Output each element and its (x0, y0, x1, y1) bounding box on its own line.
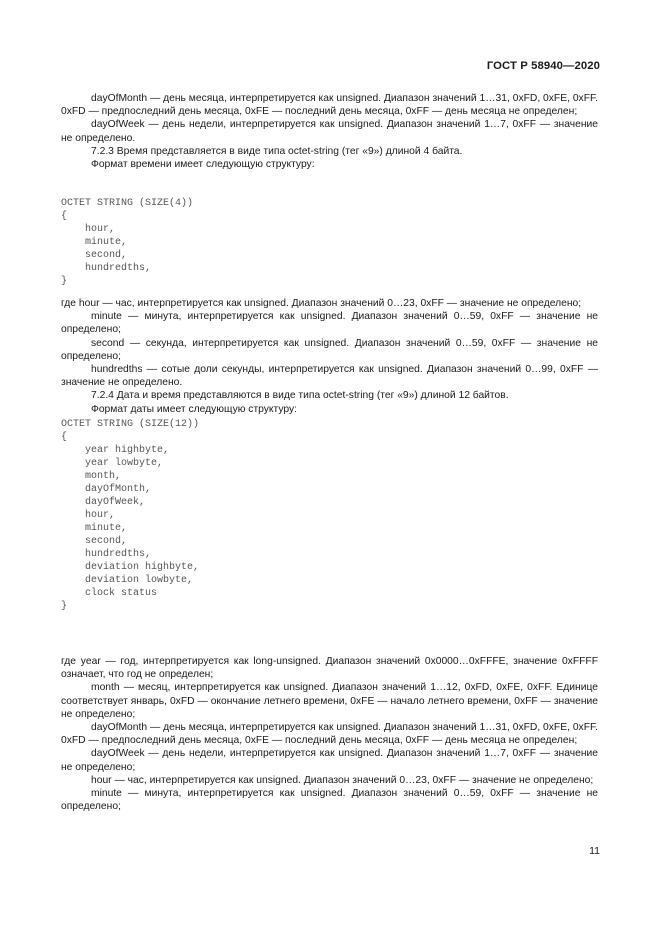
code-block-time-structure: OCTET STRING (SIZE(4)) { hour, minute, second, hundredths, } (61, 198, 194, 287)
text-block-datetime-fields (61, 655, 598, 813)
paragraph-time-format-intro: Формат времени имеет следующую структуру: (91, 159, 315, 171)
code-block-datetime-structure: OCTET STRING (SIZE(12)) { year highbyte, year lowbyte, month, dayOfMonth, dayOfWeek, hour, minute, second, hundredths, deviation highbyte, deviation lowbyte, clock status } (61, 419, 200, 612)
paragraph-hundredths: hundredths — сотые доли секунды, интерпретируется как unsigned. Диапазон значений 0…99, 0xFF — значение не определено. (61, 364, 598, 389)
paragraph-dayofweek-2: dayOfWeek — день недели, интерпретируется как unsigned. Диапазон значений 1…7, 0xFF — значение не определено; (61, 748, 598, 773)
paragraph-hour: где hour — час, интерпретируется как unsigned. Диапазон значений 0…23, 0xFF — значение не определено; (61, 298, 582, 309)
document-header: ГОСТ Р 58940—2020 (486, 60, 600, 72)
paragraph-dayofmonth-2: dayOfMonth — день месяца, интерпретируется как unsigned. Диапазон значений 1…31, 0xFD, 0xFE, 0xFF. 0xFD — предпоследний день месяца, 0xFE — последний день месяца, 0xFF — день месяца не определен; (61, 722, 598, 747)
paragraph-minute-2: minute — минута, интерпретируется как unsigned. Диапазон значений 0…59, 0xFF — значение не определено; (61, 788, 598, 813)
text-block-day-fields (61, 92, 598, 171)
paragraph-month: month — месяц, интерпретируется как unsigned. Диапазон значений 1…12, 0xFD, 0xFE, 0xFF. Единице соответствует январь, 0xFD — окончание летнего времени, 0xFE — начало летнего времени, 0xFF — значение не определено; (61, 682, 598, 720)
paragraph-hour-2: hour — час, интерпретируется как unsigned. Диапазон значений 0…23, 0xFF — значение не определено; (91, 774, 594, 786)
paragraph-minute: minute — минута, интерпретируется как unsigned. Диапазон значений 0…59, 0xFF — значение не определено; (61, 311, 598, 336)
text-block-time-fields (61, 297, 598, 416)
paragraph-section-7-2-3: 7.2.3 Время представляется в виде типа octet-string (тег «9») длиной 4 байта. (91, 145, 463, 157)
paragraph-dayofweek: dayOfWeek — день недели, интерпретируется как unsigned. Диапазон значений 1…7, 0xFF — значение не определено. (61, 119, 598, 144)
page-number: 11 (589, 845, 600, 857)
paragraph-second: second — секунда, интерпретируется как unsigned. Диапазон значений 0…59, 0xFF — значение не определено; (61, 337, 598, 362)
paragraph-date-format-intro: Формат даты имеет следующую структуру: (91, 403, 298, 415)
paragraph-dayofmonth: dayOfMonth — день месяца, интерпретируется как unsigned. Диапазон значений 1…31, 0xFD, 0xFE, 0xFF. 0xFD — предпоследний день месяца, 0xFE — последний день месяца, 0xFF — день месяца не определен; (61, 93, 598, 118)
paragraph-year: где year — год, интерпретируется как long-unsigned. Диапазон значений 0x0000…0xFFFE, значение 0xFFFF означает, что год не определен; (61, 656, 598, 681)
paragraph-section-7-2-4: 7.2.4 Дата и время представляются в виде типа octet-string (тег «9») длиной 12 байтов. (91, 390, 509, 402)
